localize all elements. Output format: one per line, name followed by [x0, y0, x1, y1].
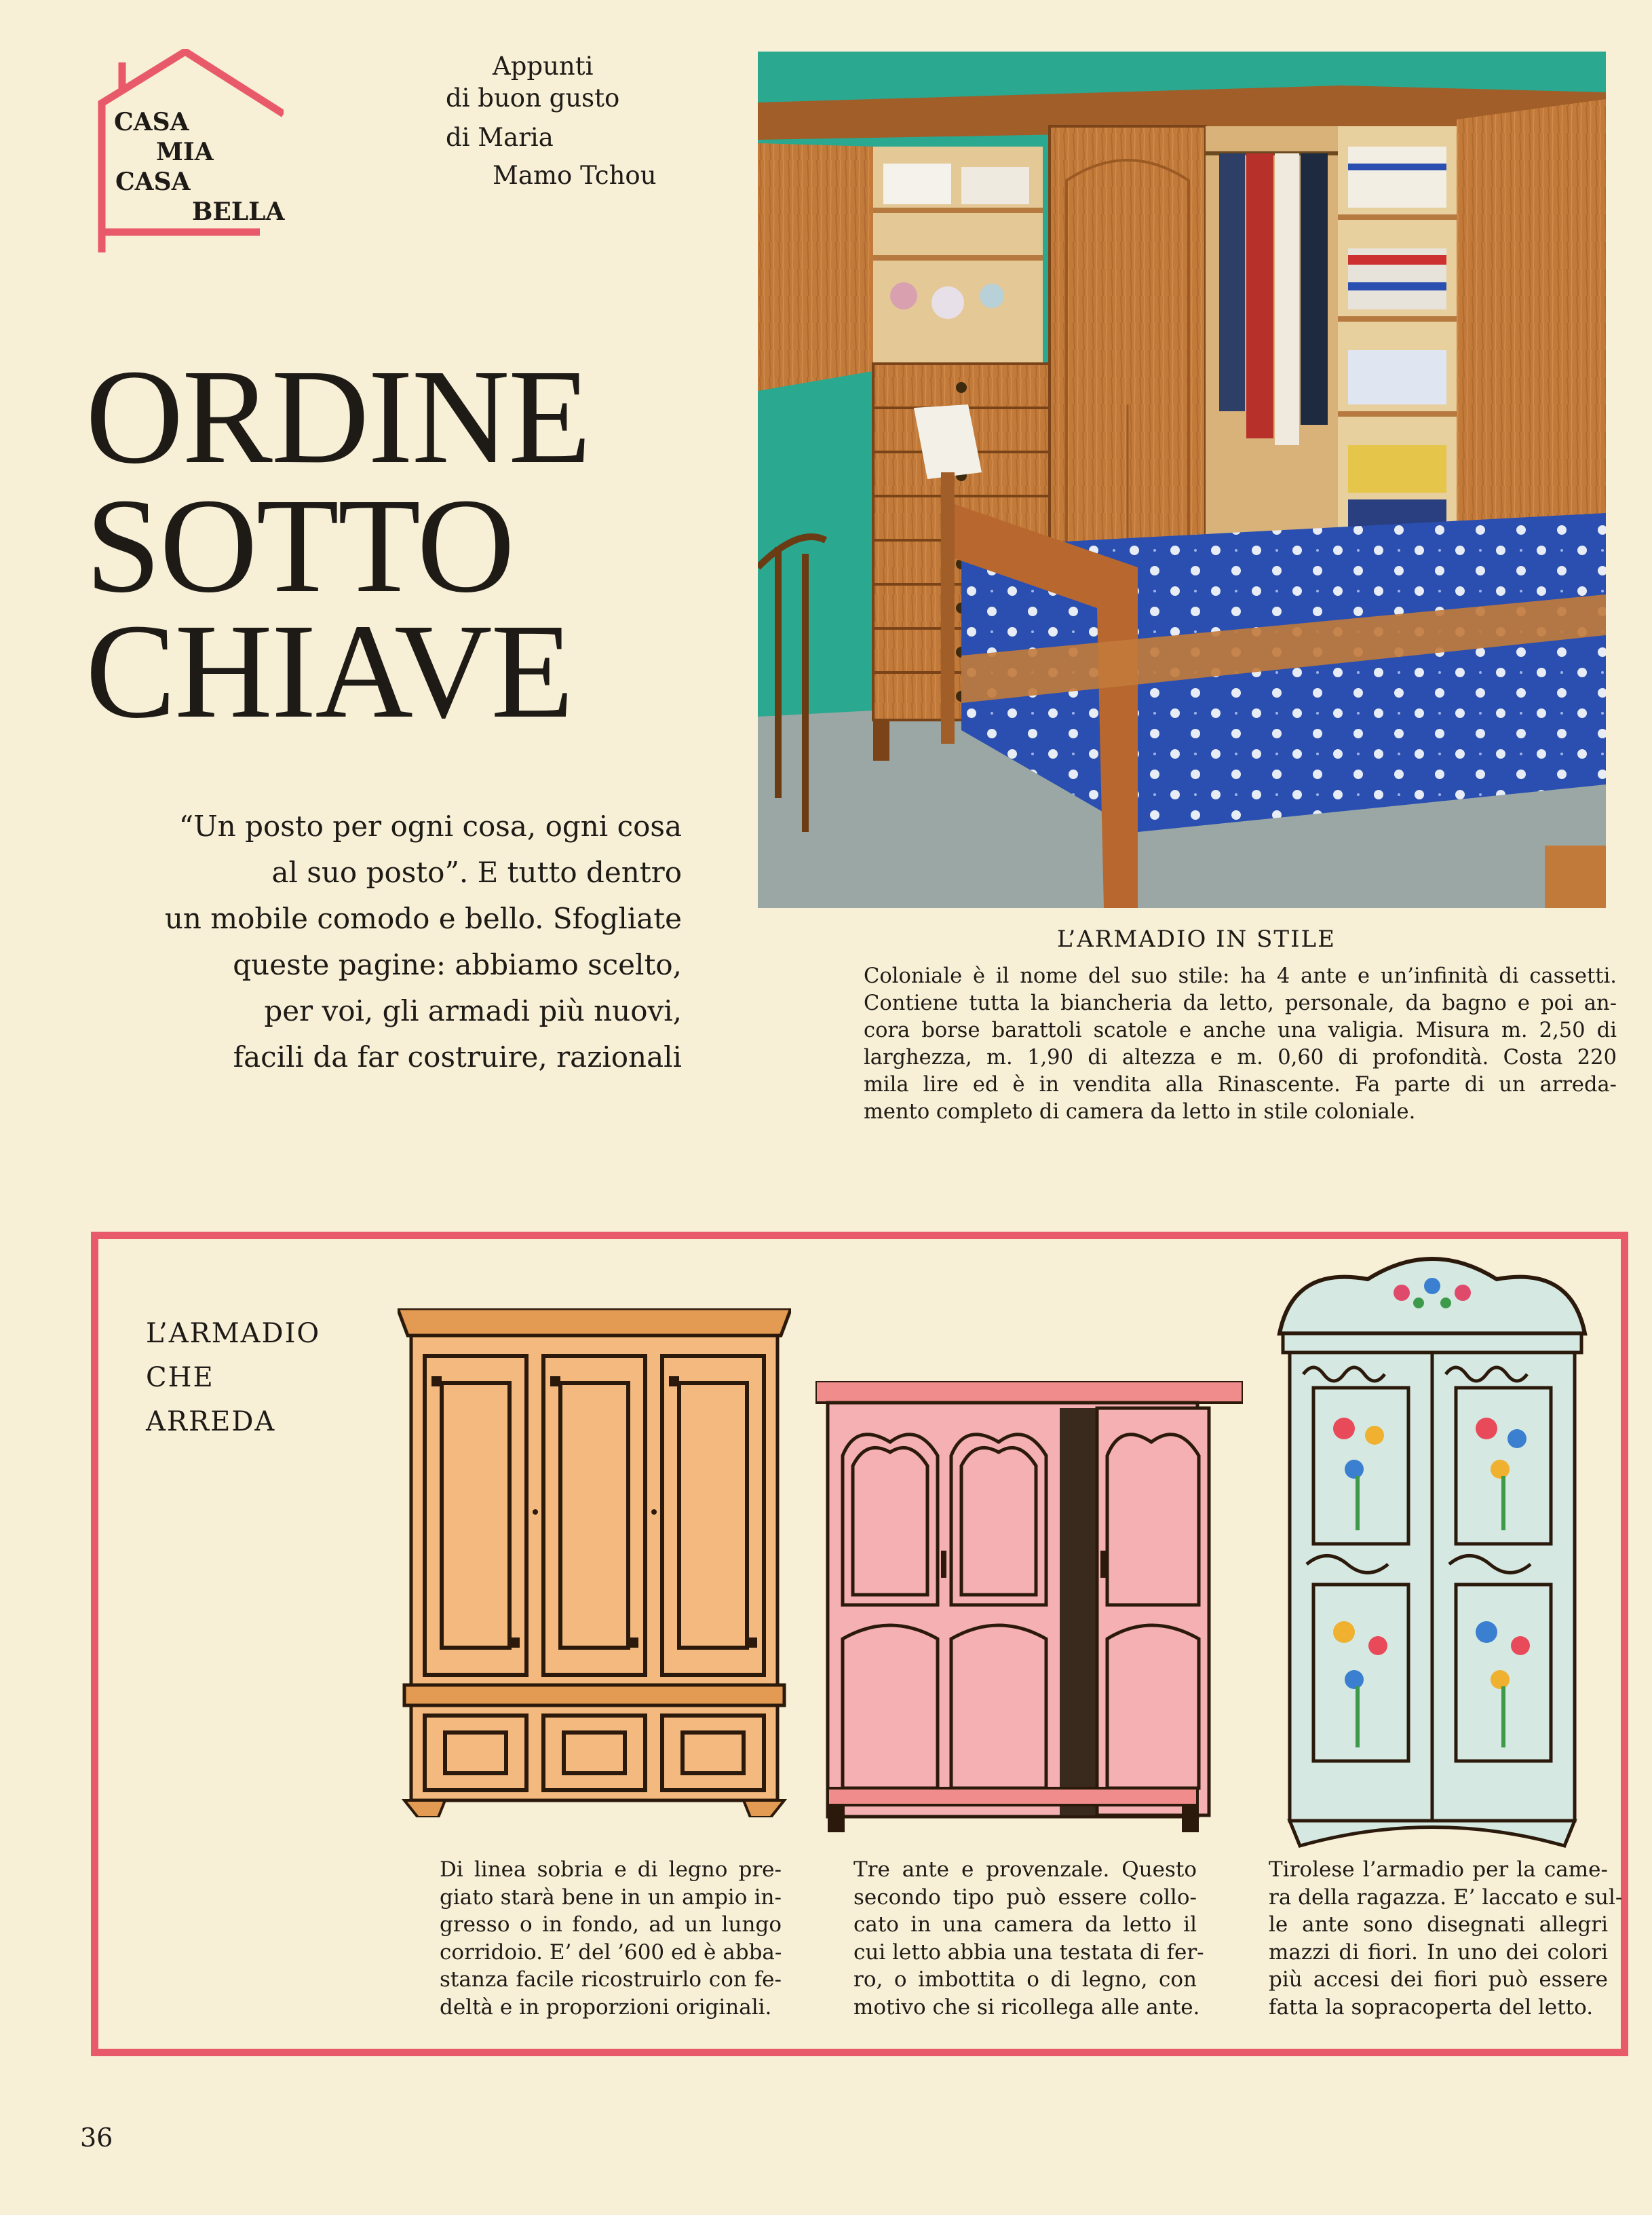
- caption-line: secondo tipo può essere collo-: [853, 1885, 1197, 1910]
- intro-line: per voi, gli armadi più nuovi,: [264, 994, 682, 1027]
- caption-line: gresso o in fondo, ad un lungo: [440, 1912, 782, 1937]
- caption-line: mila lire ed è in vendita alla Rinascente. Fa parte di un arreda-: [864, 1073, 1617, 1097]
- intro-paragraph: [75, 803, 682, 1080]
- caption-line: più accesi dei fiori può essere: [1269, 1967, 1608, 1992]
- colonial-wardrobe-photo: [758, 52, 1606, 908]
- caption-line: stanza facile ricostruirlo con fe-: [440, 1967, 782, 1992]
- byline-line: di buon gusto: [446, 83, 620, 113]
- caption-line: Contiene tutta la biancheria da letto, personale, da bagno e poi an-: [864, 991, 1617, 1015]
- caption-line: mento completo di camera da letto in stile coloniale.: [864, 1100, 1416, 1124]
- intro-line: un mobile comodo e bello. Sfogliate: [164, 902, 682, 935]
- logo-line-bella: BELLA: [192, 197, 285, 226]
- title-line: CHIAVE: [85, 597, 573, 746]
- byline-author: Mamo Tchou: [493, 161, 657, 190]
- byline-author: di Maria: [446, 123, 554, 152]
- caption-line: le ante sono disegnati allegri: [1269, 1912, 1608, 1937]
- logo-line-casa: CASA: [114, 108, 189, 136]
- caption-line: motivo che si ricollega alle ante.: [853, 1994, 1200, 2020]
- caption-line: larghezza, m. 1,90 di altezza e m. 0,60 di profondità. Costa 220: [864, 1046, 1617, 1069]
- intro-line: “Un posto per ogni cosa, ogni cosa: [178, 810, 682, 843]
- caption-line: Coloniale è il nome del suo stile: ha 4 ante e un’infinità di cassetti.: [864, 964, 1617, 988]
- intro-line: al suo posto”. E tutto dentro: [271, 856, 682, 889]
- wardrobe-illustration-1600: [398, 1308, 791, 1820]
- caption-line: cora borse barattoli scatole e anche una valigia. Misura m. 2,50 di: [864, 1019, 1617, 1042]
- caption-line: deltà e in proporzioni originali.: [440, 1994, 772, 2020]
- caption-line: ro, o imbottita o di legno, con: [853, 1967, 1197, 1992]
- byline-line: Appunti: [493, 52, 594, 81]
- caption-line: giato starà bene in un ampio in-: [440, 1885, 782, 1910]
- section-label-line: ARREDA: [146, 1406, 276, 1437]
- photo-caption: [864, 963, 1617, 1126]
- intro-line: queste pagine: abbiamo scelto,: [233, 948, 682, 981]
- logo-line-casa-2: CASA: [115, 168, 191, 196]
- magazine-section-logo: [80, 49, 284, 252]
- caption-line: cato in una camera da letto il: [853, 1912, 1197, 1937]
- caption-line: fatta la sopracoperta del letto.: [1269, 1994, 1594, 2020]
- caption-line: corridoio. E’ del ’600 ed è abba-: [440, 1939, 782, 1965]
- caption-line: cui letto abbia una testata di fer-: [853, 1939, 1204, 1965]
- title-line: ORDINE: [85, 342, 590, 492]
- caption-line: Di linea sobria e di legno pre-: [440, 1857, 782, 1882]
- intro-line: facili da far costruire, razionali: [233, 1040, 682, 1074]
- page-number: 36: [80, 2123, 113, 2153]
- wardrobe-caption-1600: [440, 1856, 782, 2021]
- wardrobe-illustration-provencal: [815, 1381, 1243, 1835]
- section-label-line: CHE: [146, 1362, 214, 1393]
- caption-line: Tre ante e provenzale. Questo: [853, 1857, 1197, 1882]
- wardrobe-caption-provencal: [853, 1856, 1204, 2021]
- photo-caption-title: L’ARMADIO IN STILE: [1057, 926, 1336, 953]
- caption-line: Tirolese l’armadio per la came-: [1269, 1857, 1608, 1882]
- section-label-line: L’ARMADIO: [146, 1318, 321, 1349]
- caption-line: mazzi di fiori. In uno dei colori: [1269, 1939, 1608, 1965]
- logo-line-mia: MIA: [156, 138, 214, 166]
- title-line: SOTTO: [85, 471, 514, 621]
- wardrobe-caption-tyrolean: [1269, 1856, 1623, 2021]
- wardrobe-illustration-tyrolean: [1266, 1252, 1598, 1859]
- caption-line: ra della ragazza. E’ laccato e sul-: [1269, 1885, 1623, 1910]
